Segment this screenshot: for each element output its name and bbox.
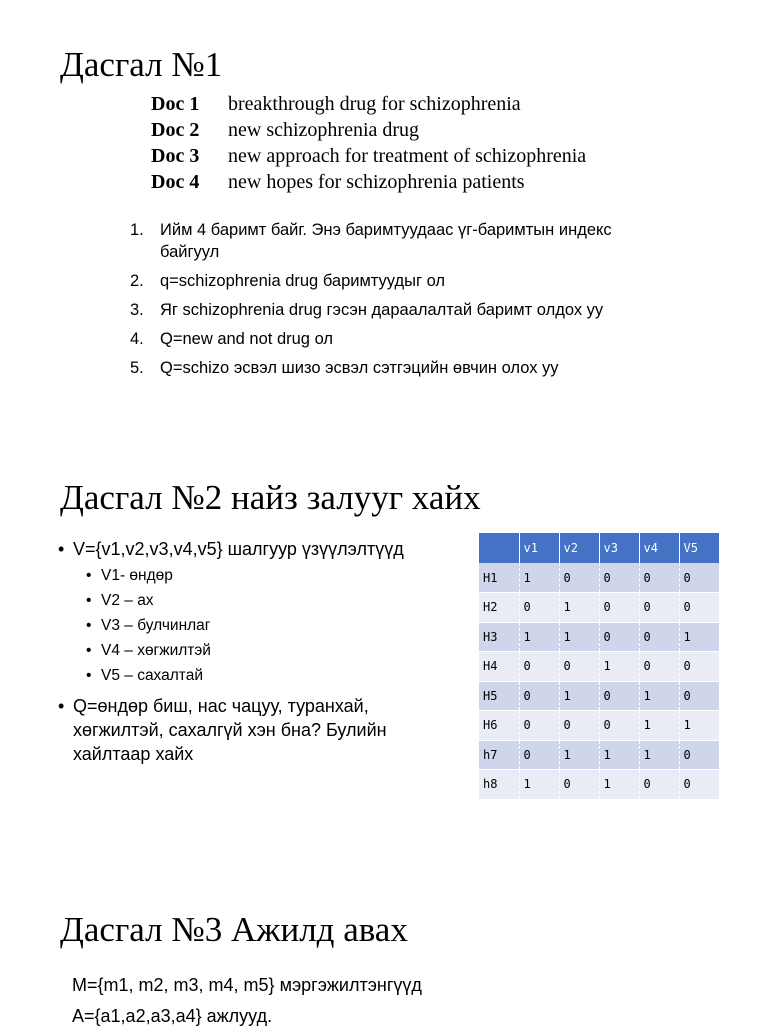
table-cell: 0 xyxy=(639,593,679,623)
column-header xyxy=(479,533,519,563)
doc-id: Doc 1 xyxy=(151,93,200,115)
table-cell: 1 xyxy=(679,711,719,741)
row-label: H6 xyxy=(479,711,519,741)
table-cell: 0 xyxy=(559,711,599,741)
task-item xyxy=(130,299,650,321)
task-text: Ийм 4 баримт байг. Энэ баримтуудаас үг-баримтын индекс байгуул xyxy=(160,221,612,261)
document-list xyxy=(151,91,586,195)
doc-text: breakthrough drug for schizophrenia xyxy=(228,93,521,115)
task-text: q=schizophrenia drug баримтуудыг ол xyxy=(160,272,446,290)
bullet-icon: • xyxy=(86,567,92,584)
task-number: 3. xyxy=(130,301,144,319)
sub-bullet-text: V2 – ах xyxy=(101,592,154,609)
doc-id: Doc 3 xyxy=(151,145,200,167)
table-cell: 1 xyxy=(559,593,599,623)
table-cell: 1 xyxy=(559,622,599,652)
table-cell: 0 xyxy=(679,563,719,593)
section3-title: Дасгал №3 Ажилд авах xyxy=(60,910,408,949)
row-label: H4 xyxy=(479,652,519,682)
table-cell: 1 xyxy=(559,740,599,770)
table-cell: 0 xyxy=(679,740,719,770)
section2-title: Дасгал №2 найз залууг хайх xyxy=(60,478,481,517)
query-line: хайлтаар хайх xyxy=(73,744,194,764)
doc-row xyxy=(151,117,586,143)
table-cell: 1 xyxy=(559,681,599,711)
table-row xyxy=(479,563,719,593)
task-number: 5. xyxy=(130,359,144,377)
sub-bullet-text: V5 – сахалтай xyxy=(101,667,204,684)
bullet-icon: • xyxy=(86,592,92,609)
table-cell: 0 xyxy=(599,711,639,741)
table-cell: 0 xyxy=(639,622,679,652)
table-cell: 0 xyxy=(519,740,559,770)
bullet-item xyxy=(58,694,458,766)
column-header: V5 xyxy=(679,533,719,563)
sub-bullet-list xyxy=(86,563,458,688)
table-cell: 1 xyxy=(519,770,559,800)
table-cell: 1 xyxy=(639,740,679,770)
table-row xyxy=(479,681,719,711)
table-row xyxy=(479,711,719,741)
sub-bullet-item xyxy=(86,638,458,663)
sub-bullet-text: V3 – булчинлаг xyxy=(101,617,211,634)
task-list xyxy=(130,219,650,386)
doc-text: new hopes for schizophrenia patients xyxy=(228,171,525,193)
criteria-matrix xyxy=(479,533,720,800)
task-number: 2. xyxy=(130,272,144,290)
bullet-icon: • xyxy=(86,617,92,634)
table-cell: 0 xyxy=(639,652,679,682)
row-label: H2 xyxy=(479,593,519,623)
table-cell: 0 xyxy=(679,770,719,800)
table-cell: 1 xyxy=(639,681,679,711)
doc-id: Doc 4 xyxy=(151,171,200,193)
table-row xyxy=(479,652,719,682)
task-number: 1. xyxy=(130,221,144,239)
bullet-icon: • xyxy=(58,539,65,559)
table-body xyxy=(479,563,719,799)
definition-line: M={m1, m2, m3, m4, m5} мэргэжилтэнгүүд xyxy=(72,975,422,995)
table-cell: 0 xyxy=(599,593,639,623)
table-cell: 1 xyxy=(519,563,559,593)
table-cell: 0 xyxy=(559,770,599,800)
table-cell: 0 xyxy=(559,563,599,593)
task-text: Яг schizophrenia drug гэсэн дараалалтай баримт олдох уу xyxy=(160,301,604,319)
definitions xyxy=(72,970,422,1032)
table-cell: 1 xyxy=(599,652,639,682)
bullet-item xyxy=(58,537,458,561)
table-cell: 0 xyxy=(519,652,559,682)
row-label: H5 xyxy=(479,681,519,711)
candidate-table xyxy=(479,533,720,800)
table-cell: 1 xyxy=(679,622,719,652)
query-line: хөгжилтэй, сахалгүй хэн бна? Булийн xyxy=(73,720,387,740)
table-cell: 0 xyxy=(639,563,679,593)
doc-row xyxy=(151,143,586,169)
sub-bullet-item xyxy=(86,563,458,588)
sub-bullet-item xyxy=(86,588,458,613)
table-cell: 0 xyxy=(559,652,599,682)
sub-bullet-text: V1- өндөр xyxy=(101,567,173,584)
table-cell: 0 xyxy=(679,593,719,623)
column-header: v4 xyxy=(639,533,679,563)
sub-bullet-item xyxy=(86,663,458,688)
table-cell: 0 xyxy=(599,563,639,593)
doc-text: new schizophrenia drug xyxy=(228,119,420,141)
task-item xyxy=(130,219,650,263)
table-cell: 1 xyxy=(519,622,559,652)
doc-row xyxy=(151,169,586,195)
column-header: v3 xyxy=(599,533,639,563)
row-label: h7 xyxy=(479,740,519,770)
table-row xyxy=(479,622,719,652)
task-item xyxy=(130,328,650,350)
column-header: v2 xyxy=(559,533,599,563)
table-cell: 1 xyxy=(599,770,639,800)
table-cell: 0 xyxy=(599,681,639,711)
doc-row xyxy=(151,91,586,117)
task-text: Q=schizo эсвэл шизо эсвэл сэтгэцийн өвчин олох уу xyxy=(160,359,559,377)
task-item xyxy=(130,270,650,292)
bullet-text: V={v1,v2,v3,v4,v5} шалгуур үзүүлэлтүүд xyxy=(73,539,404,559)
task-text: Q=new and not drug ол xyxy=(160,330,334,348)
row-label: H3 xyxy=(479,622,519,652)
table-cell: 1 xyxy=(639,711,679,741)
query-text xyxy=(73,694,458,766)
definition-line: A={a1,a2,a3,a4} ажлууд. xyxy=(72,1006,273,1026)
table-cell: 0 xyxy=(519,681,559,711)
doc-text: new approach for treatment of schizophrenia xyxy=(228,145,587,167)
table-header-row xyxy=(479,533,719,563)
sub-bullet-item xyxy=(86,613,458,638)
table-cell: 1 xyxy=(599,740,639,770)
bullet-icon: • xyxy=(86,642,92,659)
table-cell: 0 xyxy=(639,770,679,800)
table-cell: 0 xyxy=(519,593,559,623)
query-line: Q=өндөр биш, нас чацуу, туранхай, xyxy=(73,696,369,716)
row-label: h8 xyxy=(479,770,519,800)
section1-title: Дасгал №1 xyxy=(60,45,223,84)
table-row xyxy=(479,770,719,800)
table-row xyxy=(479,740,719,770)
table-cell: 0 xyxy=(599,622,639,652)
bullet-icon: • xyxy=(58,696,65,716)
table-cell: 0 xyxy=(679,652,719,682)
bullet-icon: • xyxy=(86,667,92,684)
table-cell: 0 xyxy=(679,681,719,711)
doc-id: Doc 2 xyxy=(151,119,200,141)
column-header: v1 xyxy=(519,533,559,563)
sub-bullet-text: V4 – хөгжилтэй xyxy=(101,642,211,659)
task-item xyxy=(130,357,650,379)
table-cell: 0 xyxy=(519,711,559,741)
criteria-list xyxy=(58,537,458,766)
row-label: H1 xyxy=(479,563,519,593)
table-row xyxy=(479,593,719,623)
task-number: 4. xyxy=(130,330,144,348)
